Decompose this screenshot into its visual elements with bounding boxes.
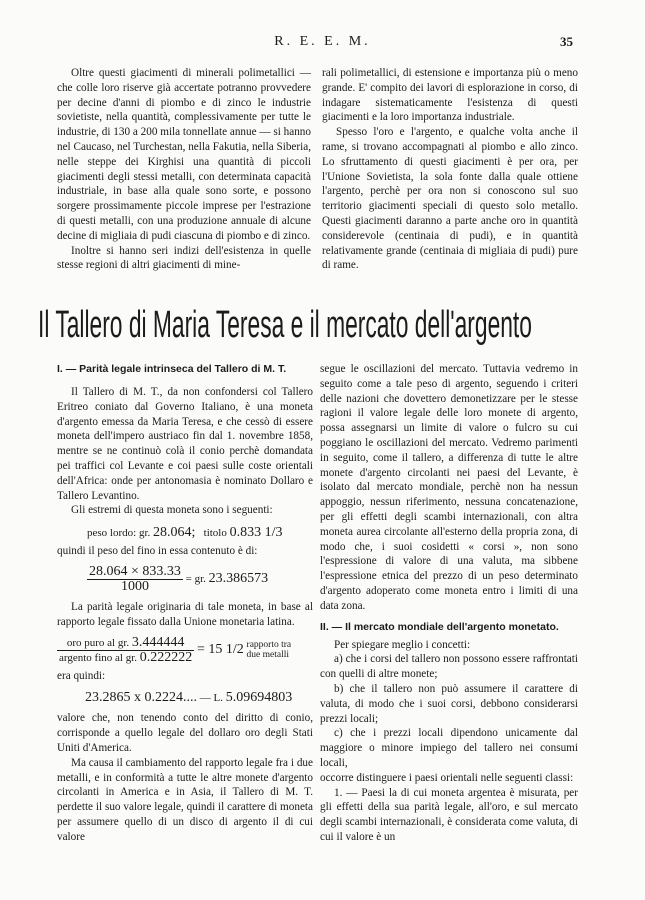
list-item: c) che i prezzi locali dipendono unicamente dal maggiore o minore impiego del tallero nei consumi locali, [320, 727, 578, 769]
paragraph: segue le oscillazioni del mercato. Tuttavia vedremo in seguito come a tale peso di argento, seguendo i criteri delle nazioni che dovettero demonetizzare per le stesse ragioni il valore legale delle loro monete di argento, possa assegnarsi un limite di valore o fulcro su cui poggiano le oscillazioni del mercato. Vedremo parimenti in seguito, come il tallero, a differenza di tutte le altre monete d'argento circolanti nei paesi del Levante, è isolato dal mercato mondiale, perchè non ha nessun appoggio, nessun riferimento, nessuna concatenazione, per gli effetti degli scambi internazionali, con altra moneta aurea circolante all'esterno della propria zona, di modo che, i suoi cosidetti « corsi », non sono l'espressione di valore di una valuta, ma sibbene l'espressione etnica del prezzo di un peso determinato d'argento adoperato come moneta entro i limiti di una data zona. [320, 363, 578, 612]
paragraph: Ma causa il cambiamento del rapporto legale fra i due metalli, e in conformità a tutte le altre monete d'argento circolanti in America e in Asia, il Tallero di M. T. perdette il suo valore legale, quindi il carattere di moneta per assumere quello di un disco di argento il di cui valore [57, 756, 313, 843]
list-item: a) che i corsi del tallero non possono essere raffrontati con quelli di altre monete; [320, 653, 578, 681]
paragraph: valore che, non tenendo conto del diritto di conio, corrisponde a quello legale del dollaro oro degli Stati Uniti d'America. [57, 712, 313, 754]
equals: — L. [199, 692, 223, 705]
fraction [57, 636, 194, 665]
paragraph: Per spiegare meglio i concetti: [334, 638, 471, 651]
section-heading-2: II. — Il mercato mondiale dell'argento monetato. [320, 620, 559, 633]
numerator-value: 3.444444 [131, 634, 185, 650]
result: 5.09694803 [225, 690, 293, 706]
paragraph: rali polimetallici, di estensione e importanza più o meno grande. E' compito dei lavori di esplorazione in corso, di indagare sistematicamente l'esistenza di questi giacimenti e la loro importanza industriale. [322, 67, 578, 124]
paragraph: quindi il peso del fino in essa contenuto è di: [57, 545, 258, 558]
ratio-note: rapporto tra due metalli [246, 640, 292, 661]
paragraph: Inoltre si hanno seri indizi dell'esistenza in quelle stesse regioni di altri giacimenti di mine- [57, 244, 311, 272]
formula-ratio [57, 636, 313, 665]
denominator [57, 651, 194, 665]
fraction [87, 565, 183, 594]
paragraph: La parità legale originaria di tale moneta, in base al rapporto legale fissato dalla Unione monetaria latina. [57, 600, 313, 628]
list-item: b) che il tallero non può assumere il carattere di valuta, di modo che i suoi corsi, debbono considerarsi prezzi locali; [320, 682, 578, 725]
top-right-column [322, 66, 578, 273]
formula-weight-title [87, 526, 313, 540]
paragraph: occorre distinguere i paesi orientali nelle seguenti classi: [320, 771, 574, 784]
denominator-value: 0.222222 [139, 649, 193, 665]
journal-title: R. E. E. M. [274, 34, 371, 49]
paragraph: Spesso l'oro e l'argento, e qualche volta anche il rame, si trovano accompagnati al piombo e allo zinco. Lo sfruttamento di questi giacimenti è per ora, per l'Unione Sovietista, la sola fonte dalla quale ottiene l'argento, perchè per ora non si conoscono sul suo territorio giacimenti speciali di questo solo metallo. Questi giacimenti daranno a parte anche oro in quantità considerevole (centinaia di pudi), e in quantità relativamente grande (centinaia di migliaia di pudi) pure di rame. [322, 126, 578, 272]
ratio: = 15 1/2 [197, 641, 244, 657]
numerator-label: oro puro al gr. [66, 636, 130, 649]
article-title: Il Tallero di Maria Teresa e il mercato dell'argento [38, 304, 532, 346]
paragraph: Il Tallero di M. T., da non confondersi col Tallero Eritreo coniato dal Governo Italiano, è una moneta d'argento emessa da Maria Teresa, e che cessò di essere moneta dell'impero austriaco fin dal 1. novembre 1858, mentre se ne continuò colà il conio perchè domandata pei traffici col Levante e coi paesi sulle coste orientali dell'Africa: onde per antonomasia è nominato Dollaro e Tallero Levantino. [57, 386, 313, 502]
article-right-column [320, 362, 578, 845]
weight-value: 28.064; [153, 525, 196, 541]
article-left-column [57, 362, 313, 845]
paragraph: Oltre questi giacimenti di minerali polimetallici — che colle loro riserve già accertate potranno provvedere per decine d'anni di piombo e di zinco le industrie sovietiste, nella quantità, complessivamente per tutte le industrie, di 130 a 200 mila tonnellate annue — si hanno nel Caucaso, nel Turchestan, nella Fakutia, nella Siberia, nelle steppe dei Kirghisi una quantità di piccoli giacimenti degli stessi metalli, con determinata capacità industriale, in base alla quale sono sorte, e possono sorgere prossimamente piccole imprese per l'estrazione di questi metalli, con una produzione annuale di alcune decine di migliaia di pudi ciascuna di piombo e di zinco. [57, 67, 311, 242]
formula-value [85, 691, 313, 705]
paragraph: era quindi: [57, 669, 106, 682]
running-header [0, 34, 645, 54]
numerator [57, 636, 194, 651]
denominator-label: argento fino al gr. [59, 651, 137, 664]
section-heading-1: I. — Parità legale intrinseca del Tallero di M. T. [57, 363, 287, 375]
weight-label: peso lordo: gr. [87, 527, 151, 540]
top-left-column [57, 66, 311, 273]
denominator: 1000 [120, 578, 149, 594]
equals: = gr. [185, 573, 206, 585]
numerator: 28.064 × 833.33 [89, 563, 181, 579]
page-number: 35 [560, 34, 573, 49]
title-label: titolo [203, 527, 227, 540]
result: 23.386573 [208, 571, 269, 586]
paragraph: Gli estremi di questa moneta sono i seguenti: [71, 504, 273, 517]
formula-fine-weight [87, 565, 313, 594]
title-value: 0.833 1/3 [229, 525, 283, 541]
product: 23.2865 x 0.2224.... [85, 690, 197, 706]
paragraph: 1. — Paesi la di cui moneta argentea è misurata, per gli effetti della sua parità legale, all'oro, e sul mercato degli scambi internazionali, è considerata come valuta, di cui il valore è un [320, 786, 578, 843]
